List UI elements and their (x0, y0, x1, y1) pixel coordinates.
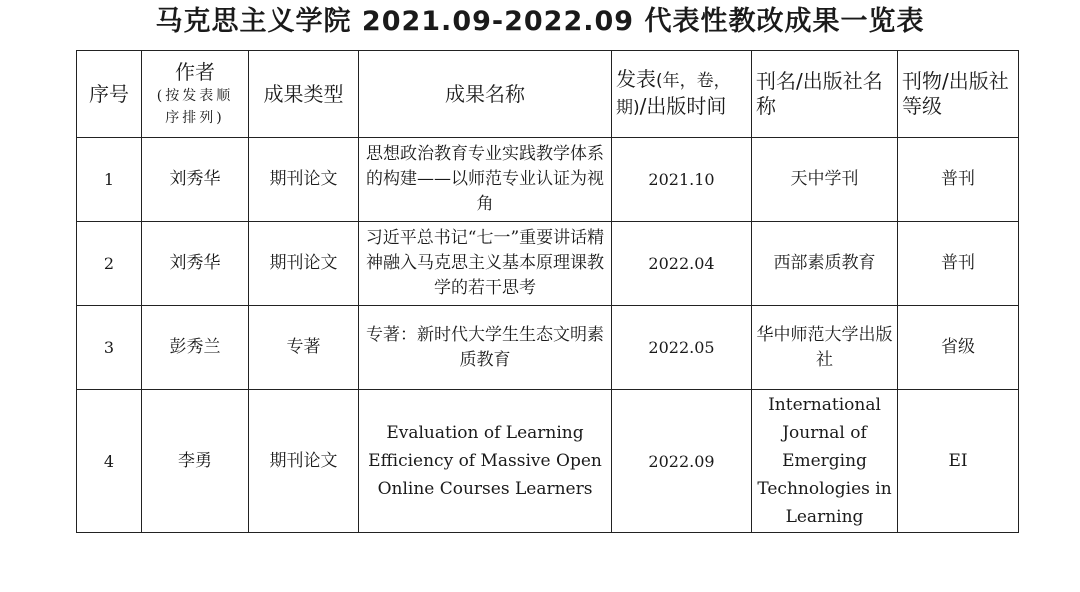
table-row (77, 222, 1019, 306)
header-author-note-2: 序排列) (165, 109, 225, 126)
row-journal: 天中学刊 (752, 138, 898, 222)
table-row (77, 306, 1019, 390)
header-published-main: 发表 (616, 67, 656, 91)
row-name: Evaluation of Learning Efficiency of Massive Open Online Courses Learners (359, 390, 612, 533)
row-level: 普刊 (898, 222, 1019, 306)
header-name: 成果名称 (359, 51, 612, 138)
row-author: 李勇 (142, 390, 249, 533)
row-date: 2021.10 (612, 138, 752, 222)
header-author-note-1: (按发表顺 (156, 87, 234, 104)
row-journal: 华中师范大学出版社 (752, 306, 898, 390)
row-journal: 西部素质教育 (752, 222, 898, 306)
header-row (77, 51, 1019, 138)
document-title: 马克思主义学院 2021.09-2022.09 代表性教改成果一览表 (155, 6, 925, 37)
row-type: 期刊论文 (249, 138, 359, 222)
row-type: 期刊论文 (249, 390, 359, 533)
header-published-tail: /出版时间 (639, 94, 727, 118)
row-date: 2022.04 (612, 222, 752, 306)
row-date: 2022.05 (612, 306, 752, 390)
row-type: 专著 (249, 306, 359, 390)
row-name: 专著：新时代大学生生态文明素质教育 (359, 306, 612, 390)
row-level: 普刊 (898, 138, 1019, 222)
row-name: 思想政治教育专业实践教学体系的构建——以师范专业认证为视角 (359, 138, 612, 222)
row-author: 刘秀华 (142, 138, 249, 222)
header-author-label: 作者 (175, 59, 215, 84)
header-author (142, 51, 249, 138)
row-index: 4 (77, 390, 142, 533)
header-type: 成果类型 (249, 51, 359, 138)
row-type: 期刊论文 (249, 222, 359, 306)
header-journal: 刊名/出版社名称 (752, 51, 898, 138)
header-level: 刊物/出版社等级 (898, 51, 1019, 138)
table-row (77, 138, 1019, 222)
row-level: EI (898, 390, 1019, 533)
header-index: 序号 (77, 51, 142, 138)
header-published-paren: (年，卷，期) (616, 71, 731, 118)
row-name: 习近平总书记“七一”重要讲话精神融入马克思主义基本原理课教学的若干思考 (359, 222, 612, 306)
row-index: 3 (77, 306, 142, 390)
achievements-table (76, 50, 1019, 533)
row-author: 彭秀兰 (142, 306, 249, 390)
row-date: 2022.09 (612, 390, 752, 533)
row-level: 省级 (898, 306, 1019, 390)
header-published (612, 51, 752, 138)
row-index: 2 (77, 222, 142, 306)
row-index: 1 (77, 138, 142, 222)
row-journal: International Journal of Emerging Technologies in Learning (752, 390, 898, 533)
table-row (77, 390, 1019, 533)
row-author: 刘秀华 (142, 222, 249, 306)
